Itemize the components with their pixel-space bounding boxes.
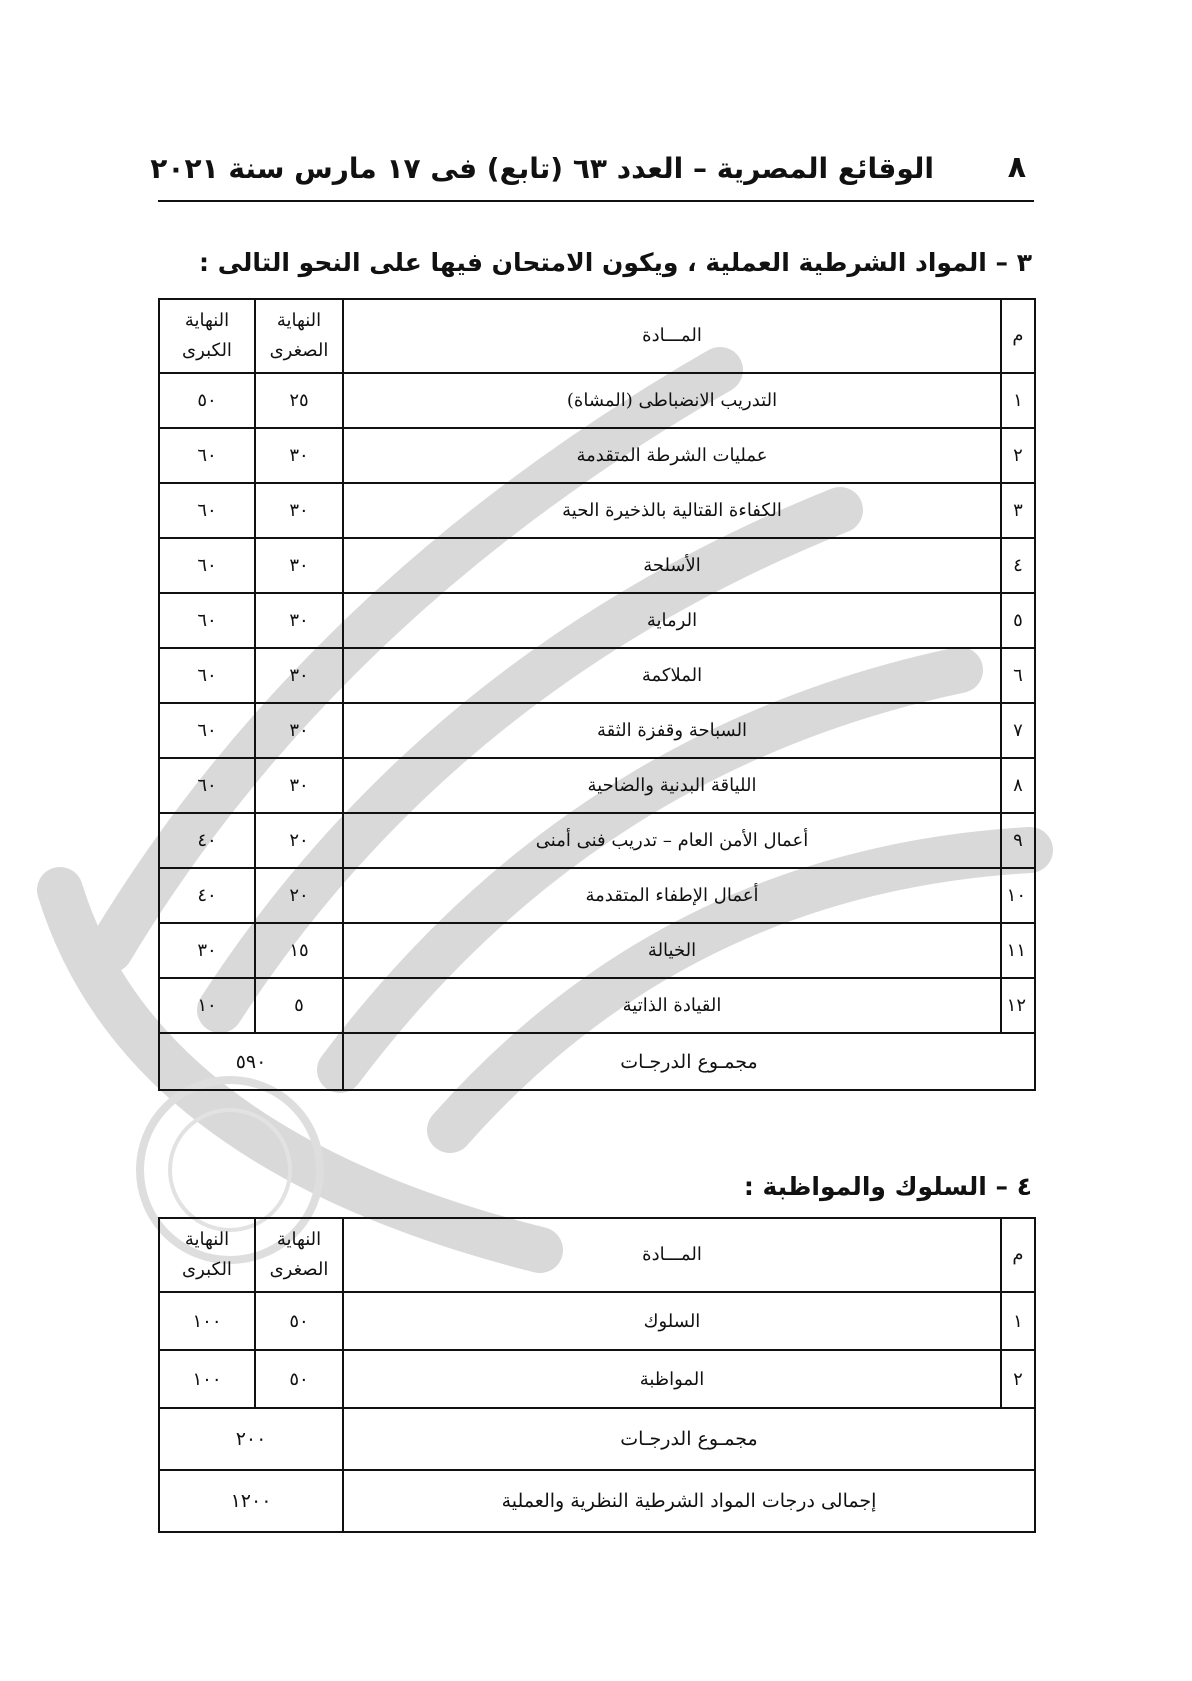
row-max: ٦٠ xyxy=(159,648,255,703)
practical-subjects-table xyxy=(158,298,1036,1091)
table-header-row xyxy=(159,299,1035,373)
row-subject: أعمال الإطفاء المتقدمة xyxy=(343,868,1001,923)
row-max: ٥٠ xyxy=(159,373,255,428)
header-num: م xyxy=(1001,299,1035,373)
row-max: ١٠٠ xyxy=(159,1350,255,1408)
row-min: ٣٠ xyxy=(255,648,343,703)
total-row xyxy=(159,1408,1035,1470)
row-min: ٣٠ xyxy=(255,428,343,483)
row-max: ٣٠ xyxy=(159,923,255,978)
header-min: النهاية الصغرى xyxy=(255,1218,343,1292)
header-subject: المـــادة xyxy=(343,1218,1001,1292)
grand-total-label: إجمالى درجات المواد الشرطية النظرية والعملية xyxy=(343,1470,1035,1532)
table-row xyxy=(159,1350,1035,1408)
row-num: ١٠ xyxy=(1001,868,1035,923)
row-min: ٣٠ xyxy=(255,593,343,648)
row-subject: السباحة وقفزة الثقة xyxy=(343,703,1001,758)
row-min: ٥٠ xyxy=(255,1292,343,1350)
grand-total-value: ١٢٠٠ xyxy=(159,1470,343,1532)
row-subject: السلوك xyxy=(343,1292,1001,1350)
row-max: ٦٠ xyxy=(159,593,255,648)
header-min: النهاية الصغرى xyxy=(255,299,343,373)
total-value: ٢٠٠ xyxy=(159,1408,343,1470)
row-min: ٣٠ xyxy=(255,703,343,758)
total-label: مجمـوع الدرجـات xyxy=(343,1408,1035,1470)
row-max: ٦٠ xyxy=(159,483,255,538)
table-row xyxy=(159,483,1035,538)
row-num: ١ xyxy=(1001,373,1035,428)
table-row xyxy=(159,978,1035,1033)
row-subject: أعمال الأمن العام – تدريب فنى أمنى xyxy=(343,813,1001,868)
row-min: ١٥ xyxy=(255,923,343,978)
row-num: ١ xyxy=(1001,1292,1035,1350)
row-num: ٤ xyxy=(1001,538,1035,593)
row-num: ٨ xyxy=(1001,758,1035,813)
grand-total-row xyxy=(159,1470,1035,1532)
row-min: ٣٠ xyxy=(255,758,343,813)
row-num: ٧ xyxy=(1001,703,1035,758)
row-subject: الكفاءة القتالية بالذخيرة الحية xyxy=(343,483,1001,538)
table-header-row xyxy=(159,1218,1035,1292)
row-min: ٣٠ xyxy=(255,538,343,593)
table-row xyxy=(159,703,1035,758)
header-subject: المـــادة xyxy=(343,299,1001,373)
page-number: ٨ xyxy=(1007,150,1026,185)
row-min: ٢٠ xyxy=(255,813,343,868)
row-subject: الرماية xyxy=(343,593,1001,648)
row-max: ٤٠ xyxy=(159,868,255,923)
section-4-title: ٤ – السلوك والمواظبة : xyxy=(743,1172,1032,1201)
total-label: مجمـوع الدرجـات xyxy=(343,1033,1035,1090)
row-min: ٢٠ xyxy=(255,868,343,923)
row-subject: المواظبة xyxy=(343,1350,1001,1408)
row-max: ٦٠ xyxy=(159,428,255,483)
row-max: ٦٠ xyxy=(159,703,255,758)
row-subject: الخيالة xyxy=(343,923,1001,978)
row-subject: الملاكمة xyxy=(343,648,1001,703)
row-num: ٦ xyxy=(1001,648,1035,703)
row-num: ٣ xyxy=(1001,483,1035,538)
row-subject: اللياقة البدنية والضاحية xyxy=(343,758,1001,813)
row-max: ٦٠ xyxy=(159,538,255,593)
table-row xyxy=(159,758,1035,813)
page-header xyxy=(150,150,1034,202)
row-num: ٩ xyxy=(1001,813,1035,868)
table-row xyxy=(159,923,1035,978)
table-row xyxy=(159,538,1035,593)
row-subject: الأسلحة xyxy=(343,538,1001,593)
row-max: ٦٠ xyxy=(159,758,255,813)
row-min: ٥٠ xyxy=(255,1350,343,1408)
table-row xyxy=(159,868,1035,923)
row-num: ٥ xyxy=(1001,593,1035,648)
row-num: ١٢ xyxy=(1001,978,1035,1033)
row-max: ١٠ xyxy=(159,978,255,1033)
row-max: ٤٠ xyxy=(159,813,255,868)
total-value: ٥٩٠ xyxy=(159,1033,343,1090)
row-num: ١١ xyxy=(1001,923,1035,978)
header-max: النهاية الكبرى xyxy=(159,1218,255,1292)
header-max: النهاية الكبرى xyxy=(159,299,255,373)
table-row xyxy=(159,593,1035,648)
row-min: ٥ xyxy=(255,978,343,1033)
row-min: ٢٥ xyxy=(255,373,343,428)
total-row xyxy=(159,1033,1035,1090)
conduct-attendance-table xyxy=(158,1217,1036,1533)
row-subject: عمليات الشرطة المتقدمة xyxy=(343,428,1001,483)
header-num: م xyxy=(1001,1218,1035,1292)
table-row xyxy=(159,1292,1035,1350)
row-subject: التدريب الانضباطى (المشاة) xyxy=(343,373,1001,428)
row-num: ٢ xyxy=(1001,428,1035,483)
table-row xyxy=(159,648,1035,703)
row-num: ٢ xyxy=(1001,1350,1035,1408)
section-3-title: ٣ – المواد الشرطية العملية ، ويكون الامتحان فيها على النحو التالى : xyxy=(199,248,1032,277)
table-row xyxy=(159,373,1035,428)
table-row xyxy=(159,813,1035,868)
row-subject: القيادة الذاتية xyxy=(343,978,1001,1033)
row-max: ١٠٠ xyxy=(159,1292,255,1350)
table-row xyxy=(159,428,1035,483)
header-title: الوقائع المصرية – العدد ٦٣ (تابع) فى ١٧ مارس سنة ٢٠٢١ xyxy=(150,152,934,185)
row-min: ٣٠ xyxy=(255,483,343,538)
